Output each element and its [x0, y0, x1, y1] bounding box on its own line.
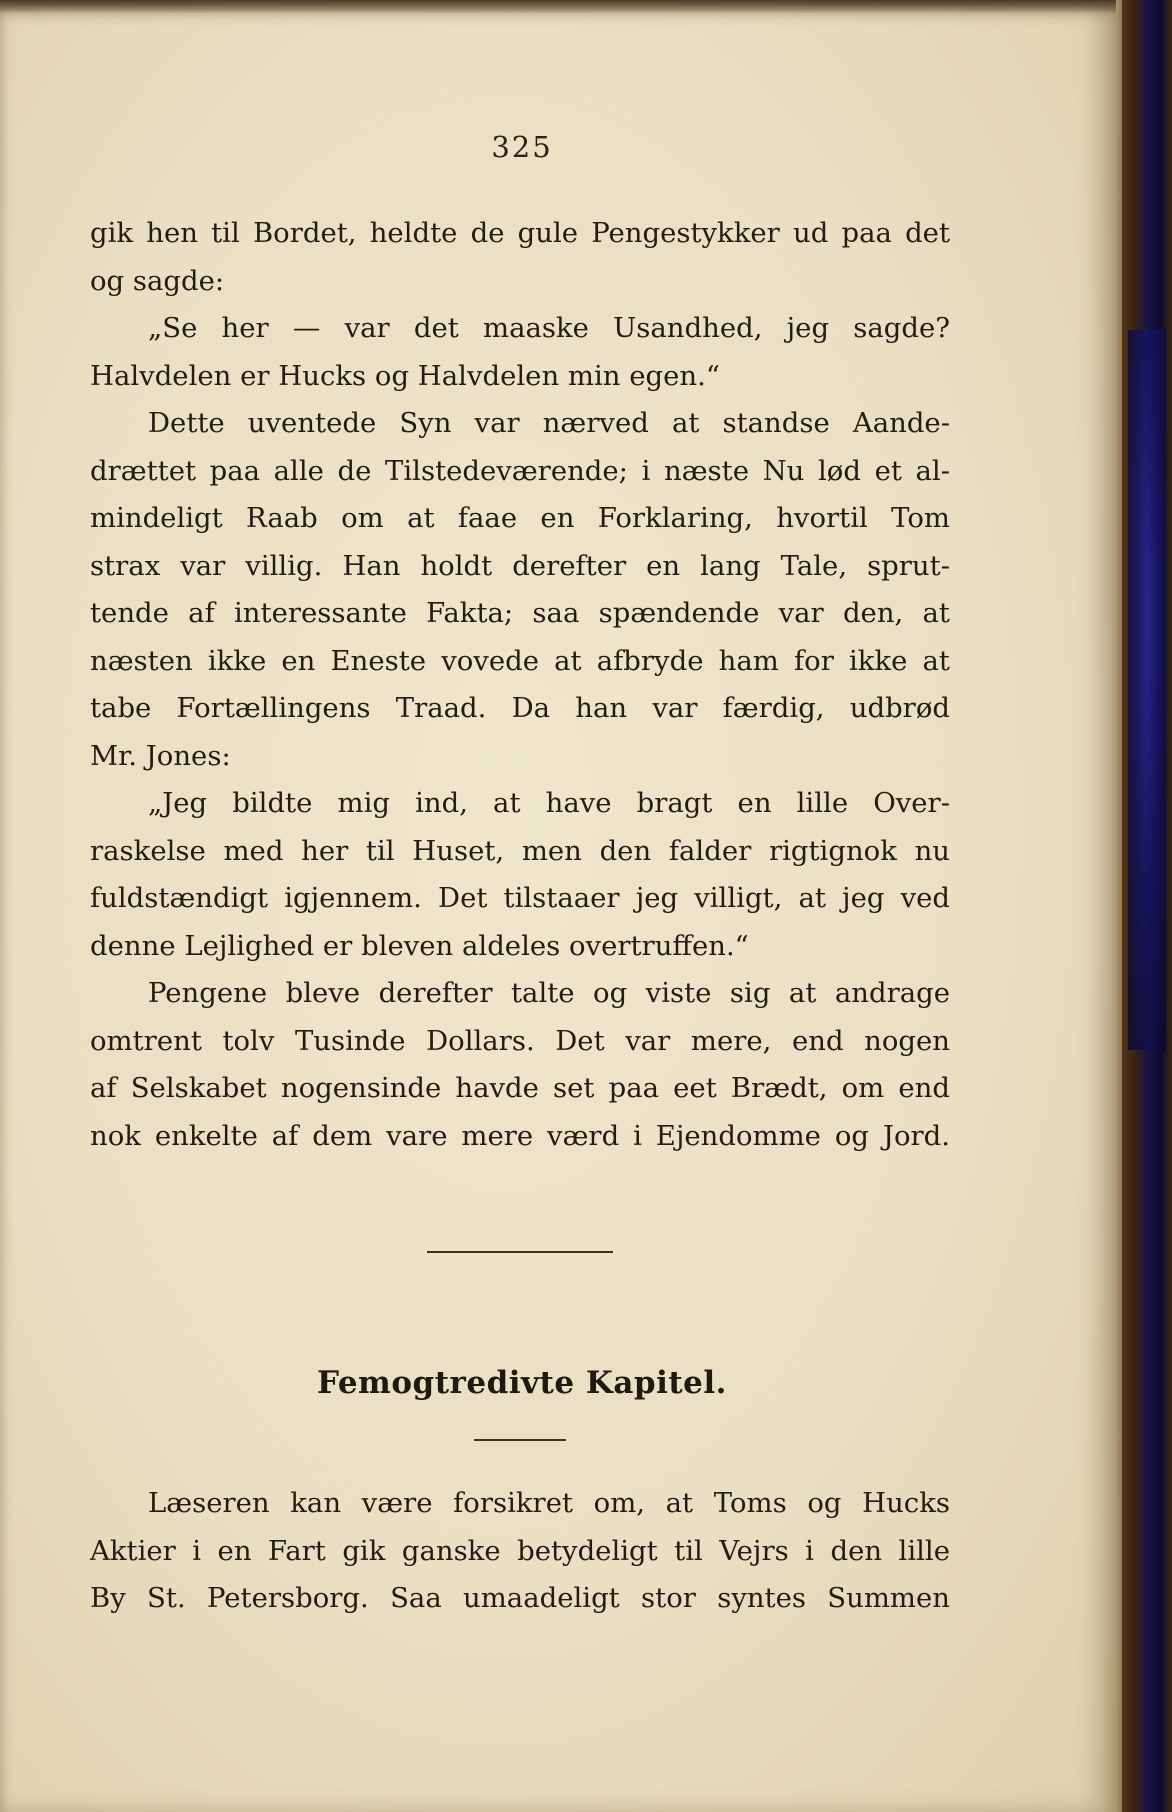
- text-line: næsten ikke en Eneste vovede at afbryde ham for ikke at: [90, 644, 950, 677]
- text-line: omtrent tolv Tusinde Dollars. Det var mere, end nogen: [90, 1024, 950, 1057]
- binding-cloth: [1128, 330, 1166, 1050]
- text-line: drættet paa alle de Tilstedeværende; i næste Nu lød et al-: [90, 454, 950, 487]
- text-line: Læseren kan være forsikret om, at Toms og Hucks: [148, 1487, 950, 1519]
- text-line: af Selskabet nogensinde havde set paa eet Brædt, om end: [90, 1072, 950, 1104]
- text-line: tende af interessante Fakta; saa spændende var den, at: [90, 597, 950, 629]
- text-line: „Se her — var det maaske Usandhed, jeg sagde?: [148, 312, 950, 344]
- body-text-top: [90, 210, 950, 1160]
- text-line: raskelse med her til Huset, men den falder rigtignok nu: [90, 834, 950, 867]
- text-line: Mr. Jones:: [90, 739, 231, 772]
- body-text-bottom: [90, 1480, 950, 1623]
- text-line: „Jeg bildte mig ind, at have bragt en lille Over-: [148, 787, 950, 819]
- text-line: Pengene bleve derefter talte og viste sig at andrage: [148, 977, 950, 1009]
- text-line: og sagde:: [90, 264, 225, 297]
- page-number: 325: [491, 130, 553, 164]
- text-line: Halvdelen er Hucks og Halvdelen min egen.“: [90, 359, 720, 392]
- section-divider: [427, 1251, 613, 1253]
- text-line: gik hen til Bordet, heldte de gule Pengestykker ud paa det: [90, 217, 950, 249]
- text-line: By St. Petersborg. Saa umaadeligt stor syntes Summen: [90, 1582, 950, 1614]
- text-line: Dette uventede Syn var nærved at standse Aande-: [148, 407, 950, 439]
- chapter-title-underline: [474, 1439, 566, 1441]
- text-line: tabe Fortællingens Traad. Da han var færdig, udbrød: [90, 692, 950, 724]
- text-line: strax var villig. Han holdt derefter en lang Tale, sprut-: [90, 549, 950, 582]
- text-line: mindeligt Raab om at faae en Forklaring, hvortil Tom: [90, 502, 950, 534]
- text-line: denne Lejlighed er bleven aldeles overtruffen.“: [90, 929, 749, 962]
- chapter-title: Femogtredivte Kapitel.: [317, 1365, 727, 1401]
- top-shadow: [0, 0, 1116, 14]
- text-line: fuldstændigt igjennem. Det tilstaaer jeg villigt, at jeg ved: [90, 882, 950, 914]
- text-line: Aktier i en Fart gik ganske betydeligt til Vejrs i den lille: [90, 1534, 950, 1567]
- text-line: nok enkelte af dem vare mere værd i Ejendomme og Jord.: [90, 1119, 950, 1152]
